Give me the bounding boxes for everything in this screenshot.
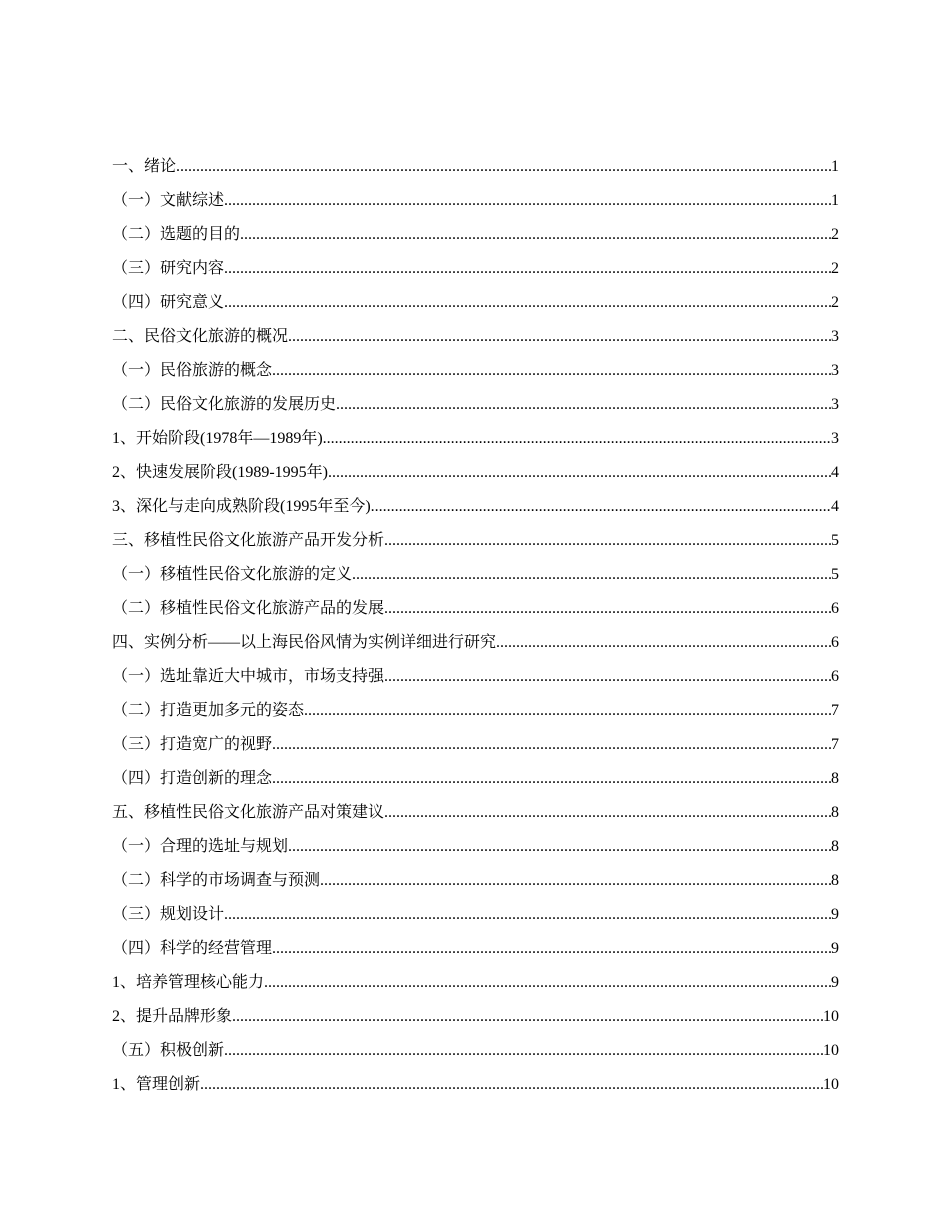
dot-leader	[224, 1034, 823, 1068]
toc-entry-title: 1、开始阶段(1978年—1989年)	[112, 430, 323, 447]
toc-entry-page: 8	[831, 804, 839, 821]
toc-entry-page: 3	[831, 362, 839, 379]
toc-entry-title: 四、实例分析——以上海民俗风情为实例详细进行研究	[112, 634, 497, 651]
toc-entry-title: 3、深化与走向成熟阶段(1995年至今)	[112, 498, 371, 515]
toc-entry-title: （三）规划设计	[112, 906, 225, 923]
toc-entry-title: 2、快速发展阶段(1989-1995年)	[112, 464, 328, 481]
toc-entry-page: 9	[831, 906, 839, 923]
dot-leader	[328, 456, 831, 490]
toc-entry-title: 五、移植性民俗文化旅游产品对策建议	[112, 804, 385, 821]
dot-leader	[384, 660, 831, 694]
dot-leader	[200, 1068, 823, 1102]
toc-entry[interactable]	[112, 252, 839, 286]
toc-entry-title: 1、培养管理核心能力	[112, 974, 265, 991]
toc-entry[interactable]	[112, 966, 839, 1000]
toc-entry[interactable]	[112, 320, 839, 354]
toc-entry-page: 4	[831, 498, 839, 515]
dot-leader	[272, 728, 831, 762]
toc-entry-title: 二、民俗文化旅游的概况	[112, 328, 289, 345]
toc-entry-title: （二）选题的目的	[112, 226, 241, 243]
dot-leader	[272, 354, 831, 388]
dot-leader	[264, 966, 831, 1000]
toc-entry-title: （一）选址靠近大中城市，市场支持强	[112, 668, 385, 685]
toc-entry[interactable]	[112, 286, 839, 320]
dot-leader	[272, 762, 831, 796]
toc-entry-title: （五）积极创新	[112, 1042, 225, 1059]
toc-entry-title: 1、管理创新	[112, 1076, 201, 1093]
toc-entry[interactable]	[112, 558, 839, 592]
toc-entry[interactable]	[112, 184, 839, 218]
toc-entry-page: 7	[831, 702, 839, 719]
toc-entry-page: 9	[831, 974, 839, 991]
dot-leader	[224, 252, 831, 286]
dot-leader	[304, 694, 831, 728]
toc-entry-title: （一）移植性民俗文化旅游的定义	[112, 566, 353, 583]
toc-entry[interactable]	[112, 932, 839, 966]
toc-entry-page: 6	[831, 600, 839, 617]
toc-entry[interactable]	[112, 456, 839, 490]
toc-entry[interactable]	[112, 864, 839, 898]
toc-entry[interactable]	[112, 660, 839, 694]
toc-entry[interactable]	[112, 1034, 839, 1068]
toc-entry-title: （一）合理的选址与规划	[112, 838, 289, 855]
toc-entry-page: 3	[831, 430, 839, 447]
toc-entry-page: 1	[831, 158, 839, 175]
toc-entry[interactable]	[112, 218, 839, 252]
dot-leader	[384, 592, 831, 626]
dot-leader	[224, 286, 831, 320]
toc-entry[interactable]	[112, 524, 839, 558]
dot-leader	[176, 150, 831, 184]
toc-entry-page: 5	[831, 566, 839, 583]
dot-leader	[496, 626, 831, 660]
toc-entry-title: （三）研究内容	[112, 260, 225, 277]
toc-entry-title: （二）民俗文化旅游的发展历史	[112, 396, 337, 413]
dot-leader	[384, 796, 831, 830]
toc-entry-title: （四）打造创新的理念	[112, 770, 273, 787]
toc-entry-title: 三、移植性民俗文化旅游产品开发分析	[112, 532, 385, 549]
toc-entry-page: 10	[823, 1042, 839, 1059]
toc-entry[interactable]	[112, 694, 839, 728]
toc-entry-page: 6	[831, 668, 839, 685]
dot-leader	[288, 320, 831, 354]
toc-entry-page: 8	[831, 872, 839, 889]
dot-leader	[240, 218, 831, 252]
toc-entry-title: 一、绪论	[112, 158, 177, 175]
toc-entry-page: 3	[831, 396, 839, 413]
toc-entry-page: 4	[831, 464, 839, 481]
toc-entry-page: 8	[831, 838, 839, 855]
toc-entry-title: （四）科学的经营管理	[112, 940, 273, 957]
toc-entry[interactable]	[112, 592, 839, 626]
toc-entry[interactable]	[112, 1068, 839, 1102]
dot-leader	[224, 184, 831, 218]
toc-entry[interactable]	[112, 626, 839, 660]
toc-entry-title: 2、提升品牌形象	[112, 1008, 233, 1025]
toc-entry-title: （三）打造宽广的视野	[112, 736, 273, 753]
toc-entry-title: （二）打造更加多元的姿态	[112, 702, 305, 719]
toc-entry[interactable]	[112, 762, 839, 796]
toc-entry-title: （二）移植性民俗文化旅游产品的发展	[112, 600, 385, 617]
toc-entry-page: 6	[831, 634, 839, 651]
dot-leader	[320, 864, 831, 898]
toc-entry-page: 2	[831, 226, 839, 243]
toc-entry[interactable]	[112, 422, 839, 456]
dot-leader	[272, 932, 831, 966]
dot-leader	[336, 388, 831, 422]
toc-entry[interactable]	[112, 796, 839, 830]
toc-entry[interactable]	[112, 388, 839, 422]
toc-entry-page: 10	[823, 1076, 839, 1093]
toc-entry-page: 5	[831, 532, 839, 549]
toc-entry-title: （一）民俗旅游的概念	[112, 362, 273, 379]
toc-entry[interactable]	[112, 150, 839, 184]
toc-entry[interactable]	[112, 1000, 839, 1034]
dot-leader	[224, 898, 831, 932]
dot-leader	[371, 490, 831, 524]
toc-entry-page: 10	[823, 1008, 839, 1025]
toc-entry[interactable]	[112, 898, 839, 932]
toc-entry-page: 2	[831, 294, 839, 311]
toc-entry-page: 9	[831, 940, 839, 957]
dot-leader	[288, 830, 831, 864]
toc-entry-page: 1	[831, 192, 839, 209]
toc-entry-page: 3	[831, 328, 839, 345]
dot-leader	[323, 422, 831, 456]
toc-entry-page: 2	[831, 260, 839, 277]
dot-leader	[352, 558, 831, 592]
table-of-contents	[112, 150, 839, 1102]
dot-leader	[232, 1000, 823, 1034]
toc-entry[interactable]	[112, 728, 839, 762]
toc-entry[interactable]	[112, 830, 839, 864]
toc-entry[interactable]	[112, 490, 839, 524]
toc-entry-page: 7	[831, 736, 839, 753]
toc-entry[interactable]	[112, 354, 839, 388]
toc-entry-title: （四）研究意义	[112, 294, 225, 311]
dot-leader	[384, 524, 831, 558]
toc-entry-page: 8	[831, 770, 839, 787]
toc-entry-title: （二）科学的市场调查与预测	[112, 872, 321, 889]
toc-entry-title: （一）文献综述	[112, 192, 225, 209]
